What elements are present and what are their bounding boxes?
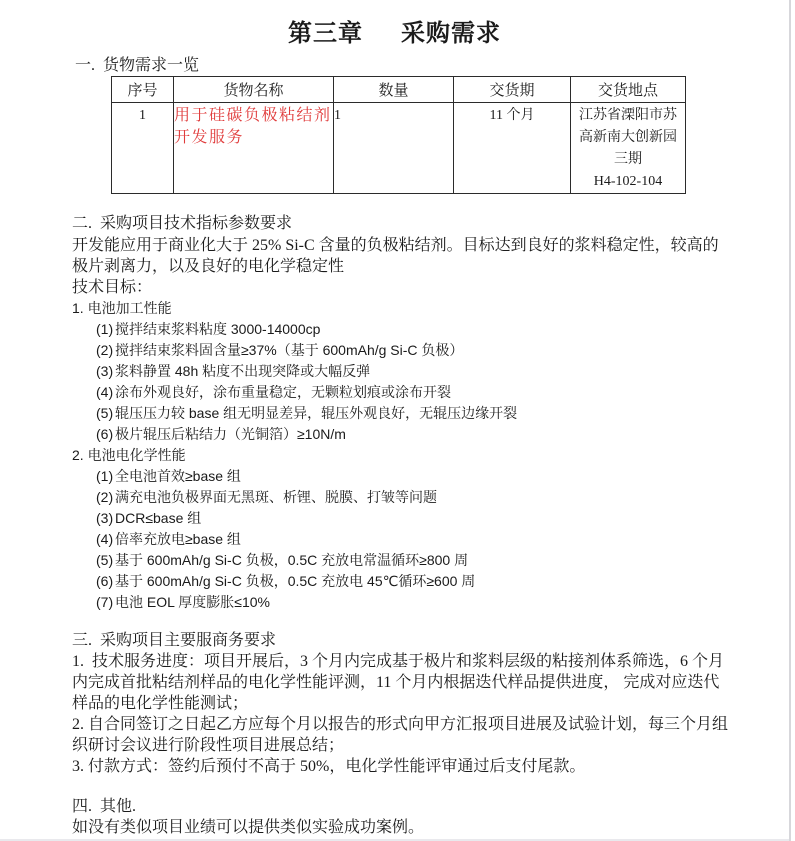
cell-serial-number: 1 xyxy=(112,103,174,194)
spec-item xyxy=(72,466,728,487)
spec-item-text: DCR≤base 组 xyxy=(115,510,202,526)
spec-item xyxy=(72,382,728,403)
location-line: 三期 xyxy=(614,152,642,167)
document-body xyxy=(72,213,728,838)
spec-item-text: 搅拌结束浆料固含量≥37%（基于 600mAh/g Si-C 负极） xyxy=(115,342,464,358)
spec-item xyxy=(72,487,728,508)
group1-title: 1. 电池加工性能 xyxy=(72,300,172,316)
spec-item-number: (7) xyxy=(96,594,114,610)
spec-item-number: (6) xyxy=(96,573,114,589)
section1-heading: 一. 货物需求一览 xyxy=(75,57,200,74)
spec-item-text: 全电池首效≥base 组 xyxy=(115,468,241,484)
spec-item xyxy=(72,361,728,382)
chapter-title-number: 第三章 xyxy=(288,21,363,47)
cell-goods-name xyxy=(174,103,334,194)
spec-item xyxy=(72,340,728,361)
col-header-delivery-period: 交货期 xyxy=(454,77,571,103)
location-line: H4-102-104 xyxy=(593,174,663,189)
section3-line: 内完成首批粘结剂样品的电化学性能评测，11 个月内根据迭代样品提供进度， 完成对应迭代 xyxy=(72,674,720,691)
section4-heading: 四. 其他. xyxy=(72,798,137,815)
spec-item-number: (3) xyxy=(96,510,114,526)
spec-item-text: 基于 600mAh/g Si-C 负极，0.5C 充放电 45℃循环≥600 周 xyxy=(115,573,476,589)
table-row xyxy=(112,103,686,194)
spec-item-text: 辊压压力较 base 组无明显差异，辊压外观良好，无辊压边缘开裂 xyxy=(115,405,518,421)
goods-name-line1: 用于硅碳负极粘结剂 xyxy=(174,107,332,124)
chapter-title xyxy=(0,13,789,48)
spec-item-number: (1) xyxy=(96,468,114,484)
section2-heading: 二. 采购项目技术指标参数要求 xyxy=(72,215,293,232)
section4-line: 如没有类似项目业绩可以提供类似实验成功案例。 xyxy=(72,819,425,836)
spec-item-text: 电池 EOL 厚度膨胀≤10% xyxy=(115,594,270,610)
section3-line: 织研讨会议进行阶段性项目进展总结； xyxy=(72,737,345,754)
section-gap xyxy=(72,613,728,630)
group2-title: 2. 电池电化学性能 xyxy=(72,447,186,463)
section3-line: 1. 技术服务进度：项目开展后，3 个月内完成基于极片和浆料层级的粘接剂体系筛选，6 个月 xyxy=(72,653,725,670)
goods-table xyxy=(111,76,686,194)
spec-item xyxy=(72,529,728,550)
section2-goal-label: 技术目标： xyxy=(72,279,153,296)
chapter-title-text: 采购需求 xyxy=(401,21,501,47)
spec-item-number: (5) xyxy=(96,552,114,568)
goods-name-line2: 开发服务 xyxy=(174,129,245,146)
spec-item-number: (4) xyxy=(96,531,114,547)
section3-heading: 三. 采购项目主要服商务要求 xyxy=(72,632,277,649)
location-line: 高新南大创新园 xyxy=(579,130,677,145)
spec-item xyxy=(72,403,728,424)
spec-item-number: (5) xyxy=(96,405,114,421)
spec-item xyxy=(72,571,728,592)
page-right-edge xyxy=(789,0,791,841)
spec-item-text: 倍率充放电≥base 组 xyxy=(115,531,241,547)
section3-line: 3. 付款方式：签约后预付不高于 50%，电化学性能评审通过后支付尾款。 xyxy=(72,758,586,775)
spec-item-number: (6) xyxy=(96,426,114,442)
col-header-delivery-location: 交货地点 xyxy=(571,77,686,103)
spec-item-text: 极片辊压后粘结力（光铜箔）≥10N/m xyxy=(115,426,346,442)
section3-line: 2. 自合同签订之日起乙方应每个月以报告的形式向甲方汇报项目进展及试验计划，每三个月组 xyxy=(72,716,729,733)
spec-item-number: (4) xyxy=(96,384,114,400)
spec-item-text: 涂布外观良好，涂布重量稳定，无颗粒划痕或涂布开裂 xyxy=(115,384,451,400)
cell-delivery-period: 11 个月 xyxy=(454,103,571,194)
spec-item-text: 搅拌结束浆料粘度 3000-14000cp xyxy=(115,321,321,337)
col-header-goods-name: 货物名称 xyxy=(174,77,334,103)
spec-item xyxy=(72,592,728,613)
spec-item xyxy=(72,550,728,571)
section2-intro-line: 极片剥离力，以及良好的电化学稳定性 xyxy=(72,258,345,275)
spec-item-number: (1) xyxy=(96,321,114,337)
spec-item-text: 满充电池负极界面无黑斑、析锂、脱膜、打皱等问题 xyxy=(115,489,437,505)
spec-item xyxy=(72,424,728,445)
cell-quantity: 1 xyxy=(334,103,454,194)
spec-item-number: (3) xyxy=(96,363,114,379)
col-header-serial-number: 序号 xyxy=(112,77,174,103)
spec-item xyxy=(72,319,728,340)
spec-item-text: 浆料静置 48h 粘度不出现突降或大幅反弹 xyxy=(115,363,371,379)
spec-item-number: (2) xyxy=(96,489,114,505)
section2-intro-line: 开发能应用于商业化大于 25% Si-C 含量的负极粘结剂。目标达到良好的浆料稳定性，较高的 xyxy=(72,237,719,254)
spec-item-text: 基于 600mAh/g Si-C 负极，0.5C 充放电常温循环≥800 周 xyxy=(115,552,469,568)
spec-item-number: (2) xyxy=(96,342,114,358)
goods-table-header-row xyxy=(112,77,686,103)
location-line: 江苏省溧阳市苏 xyxy=(579,108,677,123)
cell-delivery-location xyxy=(571,103,686,194)
section-gap xyxy=(72,777,728,796)
col-header-quantity: 数量 xyxy=(334,77,454,103)
section3-line: 样品的电化学性能测试； xyxy=(72,695,249,712)
spec-item xyxy=(72,508,728,529)
